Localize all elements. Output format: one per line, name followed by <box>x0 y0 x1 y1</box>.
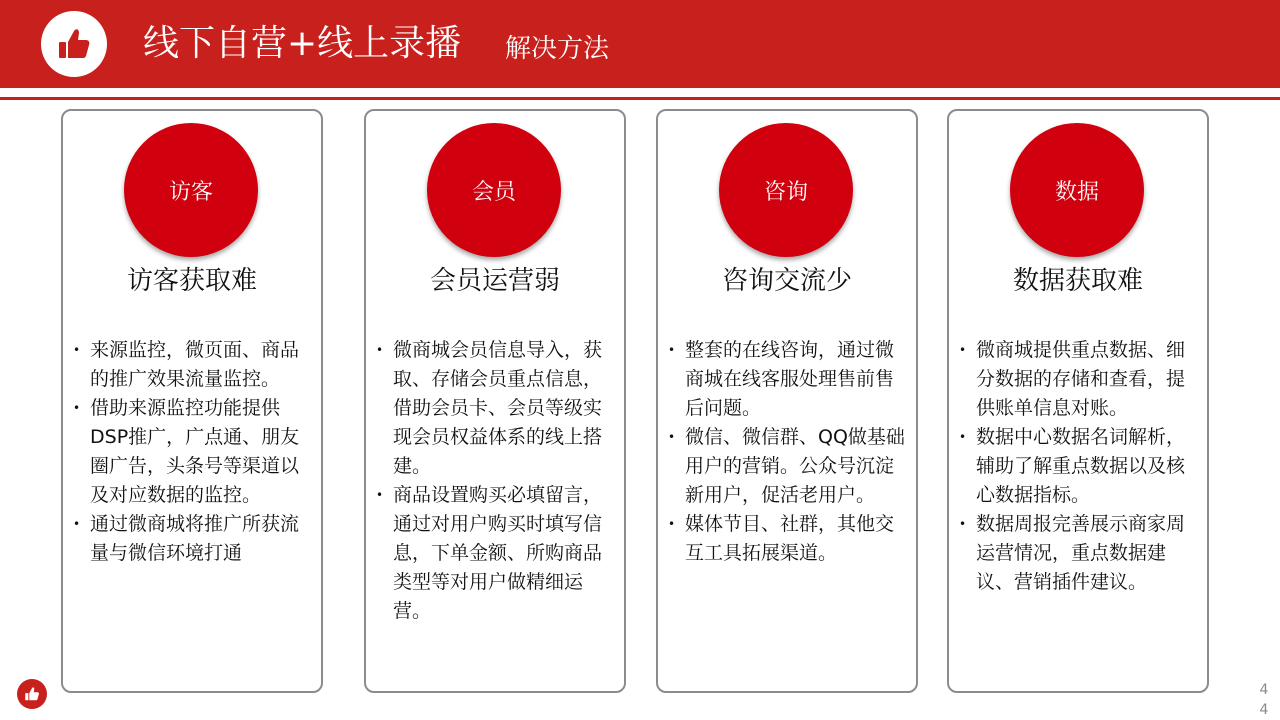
page-number: 44 <box>1259 682 1269 718</box>
card-heading: 访客获取难 <box>126 266 257 296</box>
thumbs-up-icon <box>54 24 94 64</box>
bullet-list <box>959 336 1201 597</box>
list-item: • 整套的在线咨询，通过微商城在线客服处理售前售后问题。 <box>668 336 910 423</box>
card-heading: 数据获取难 <box>1012 266 1143 296</box>
list-item: • 微商城提供重点数据、细分数据的存储和查看，提供账单信息对账。 <box>959 336 1201 423</box>
card-members <box>364 109 626 693</box>
list-item: • 数据周报完善展示商家周运营情况，重点数据建议、营销插件建议。 <box>959 510 1201 597</box>
list-item: • 媒体节目、社群，其他交互工具拓展渠道。 <box>668 510 910 568</box>
circle-badge: 访客 <box>124 123 258 257</box>
list-item: • 微信、微信群、QQ做基础用户的营销。公众号沉淀新用户，促活老用户。 <box>668 423 910 510</box>
list-item: • 数据中心数据名词解析，辅助了解重点数据以及核心数据指标。 <box>959 423 1201 510</box>
circle-badge: 咨询 <box>719 123 853 257</box>
title-bar <box>0 0 1280 88</box>
list-item: • 来源监控，微页面、商品的推广效果流量监控。 <box>73 336 315 394</box>
thumbs-up-icon <box>23 685 41 703</box>
page-title: 线下自营+线上录播 <box>143 23 462 64</box>
card-heading: 会员运营弱 <box>429 266 560 296</box>
page-subtitle: 解决方法 <box>505 34 610 64</box>
header-divider <box>0 97 1280 100</box>
list-item: • 借助来源监控功能提供DSP推广，广点通、朋友圈广告，头条号等渠道以及对应数据的监控。 <box>73 394 315 510</box>
logo <box>41 11 107 77</box>
circle-badge: 会员 <box>427 123 561 257</box>
list-item: • 微商城会员信息导入，获取、存储会员重点信息，借助会员卡、会员等级实现会员权益体系的线上搭建。 <box>376 336 618 481</box>
circle-badge: 数据 <box>1010 123 1144 257</box>
bullet-list <box>73 336 315 568</box>
card-consulting <box>656 109 918 693</box>
bullet-list <box>376 336 618 626</box>
card-heading: 咨询交流少 <box>721 266 852 296</box>
bullet-list <box>668 336 910 568</box>
card-data <box>947 109 1209 693</box>
card-visitors <box>61 109 323 693</box>
list-item: • 商品设置购买必填留言，通过对用户购买时填写信息，下单金额、所购商品类型等对用户做精细运营。 <box>376 481 618 626</box>
list-item: • 通过微商城将推广所获流量与微信环境打通 <box>73 510 315 568</box>
footer-logo <box>17 679 47 709</box>
